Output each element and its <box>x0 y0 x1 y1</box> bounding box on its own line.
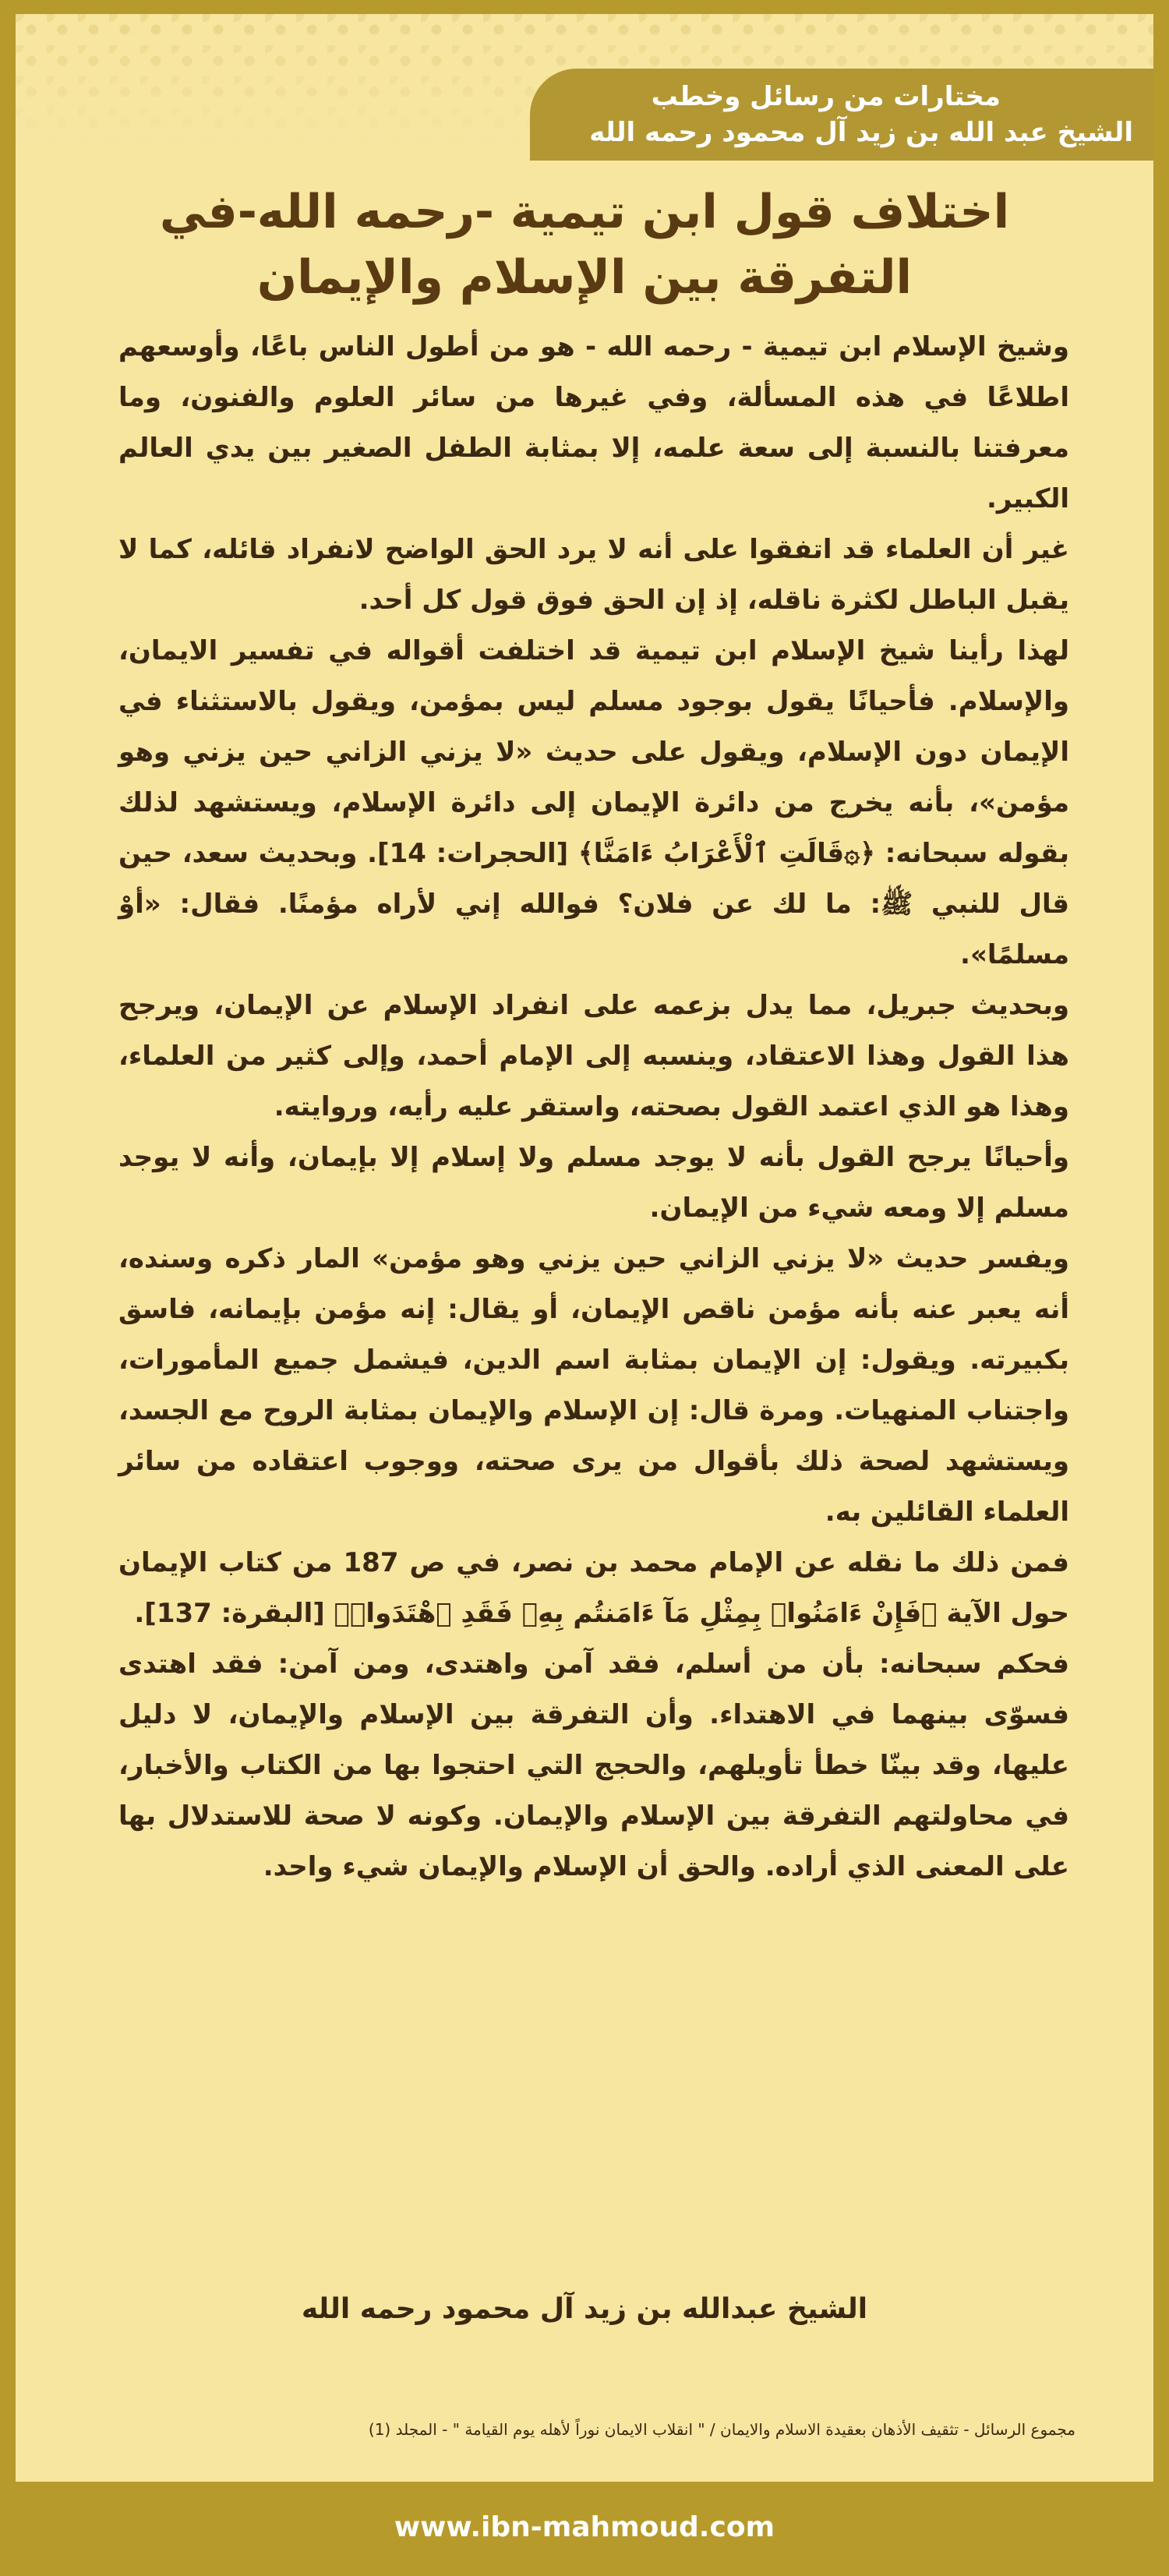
article-title <box>47 179 1122 310</box>
header-band <box>530 69 1153 161</box>
series-title: مختارات من رسائل وخطب <box>651 81 1001 112</box>
paragraph: فمن ذلك ما نقله عن الإمام محمد بن نصر، في ص 187 من كتاب الإيمان حول الآية ﴿فَإِنْ ءَامَنُوا۟ بِمِثْلِ مَآ ءَامَنتُم بِهِۦ فَقَدِ ٱهْتَدَوا۟﴾ [البقرة: 137]. <box>118 1547 1069 1629</box>
paragraph: وشيخ الإسلام ابن تيمية - رحمه الله - هو من أطول الناس باعًا، وأوسعهم اطلاعًا في هذه المسألة، وفي غيرها من سائر العلوم والفنون، وما معرفتنا بالنسبة إلى سعة علمه، إلا بمثابة الطفل الصغير بين يدي العالم الكبير. <box>118 331 1069 514</box>
paragraph: لهذا رأينا شيخ الإسلام ابن تيمية قد اختلفت أقواله في تفسير الايمان، والإسلام. فأحيانًا يقول بوجود مسلم ليس بمؤمن، ويقول بالاستثناء في الإيمان دون الإسلام، ويقول على حديث «لا يزني الزاني حين يزني وهو مؤمن»، بأنه يخرج من دائرة الإيمان إلى دائرة الإسلام، ويستشهد لذلك بقوله سبحانه: ﴿۞قَالَتِ ٱلْأَعْرَابُ ءَامَنَّا﴾ [الحجرات: 14]. وبحديث سعد، حين قال للنبي ﷺ: ما لك عن فلان؟ فوالله إني لأراه مؤمنًا. فقال: «أوْ مسلمًا». <box>118 635 1069 970</box>
article-title-line-2: التفرقة بين الإسلام والإيمان <box>256 250 913 305</box>
paragraph: ويفسر حديث «لا يزني الزاني حين يزني وهو مؤمن» المار ذكره وسنده، أنه يعبر عنه بأنه مؤمن ناقص الإيمان، أو يقال: إنه مؤمن بإيمانه، فاسق بكبيرته. ويقول: إن الإيمان بمثابة اسم الدين، فيشمل جميع المأمورات، واجتناب المنهيات. ومرة قال: إن الإسلام والإيمان بمثابة الروح مع الجسد، ويستشهد لصحة ذلك بأقوال من يرى صحته، ووجوب اعتقاده من سائر العلماء القائلين به. <box>118 1243 1069 1528</box>
footer-band <box>0 2486 1169 2576</box>
author-name: الشيخ عبد الله بن زيد آل محمود رحمه الله <box>589 117 1133 148</box>
source-citation: مجموع الرسائل - تثقيف الأذهان بعقيدة الاسلام والايمان / " انقلاب الايمان نوراً لأهله يوم القيامة " - المجلد (1) <box>368 2420 1075 2439</box>
website-link[interactable]: www.ibn-mahmoud.com <box>394 2511 775 2543</box>
paragraph: وأحيانًا يرجح القول بأنه لا يوجد مسلم ولا إسلام إلا بإيمان، وأنه لا يوجد مسلم إلا ومعه شيء من الإيمان. <box>118 1142 1069 1224</box>
document-page <box>11 9 1158 2486</box>
paragraph: فحكم سبحانه: بأن من أسلم، فقد آمن واهتدى، ومن آمن: فقد اهتدى فسوّى بينهما في الاهتداء. وأن التفرقة بين الإسلام والإيمان، لا دليل عليها، وقد بينّا خطأ تأويلهم، والحجج التي احتجوا بها من الكتاب والأخبار، في محاولتهم التفرقة بين الإسلام والإيمان. وكونه لا صحة للاستدلال بها على المعنى الذي أراده. والحق أن الإسلام والإيمان شيء واحد. <box>118 1648 1069 1882</box>
article-title-line-1: اختلاف قول ابن تيمية -رحمه الله-في <box>159 185 1010 239</box>
article-body <box>118 322 1069 1892</box>
paragraph: غير أن العلماء قد اتفقوا على أنه لا يرد الحق الواضح لانفراد قائله، كما لا يقبل الباطل لكثرة ناقله، إذ إن الحق فوق قول كل أحد. <box>118 534 1069 616</box>
paragraph: وبحديث جبريل، مما يدل بزعمه على انفراد الإسلام عن الإيمان، ويرجح هذا القول وهذا الاعتقاد، وينسبه إلى الإمام أحمد، وإلى كثير من العلماء، وهذا هو الذي اعتمد القول بصحته، واستقر عليه رأيه، وروايته. <box>118 990 1069 1122</box>
signature: الشيخ عبدالله بن زيد آل محمود رحمه الله <box>301 2293 868 2325</box>
